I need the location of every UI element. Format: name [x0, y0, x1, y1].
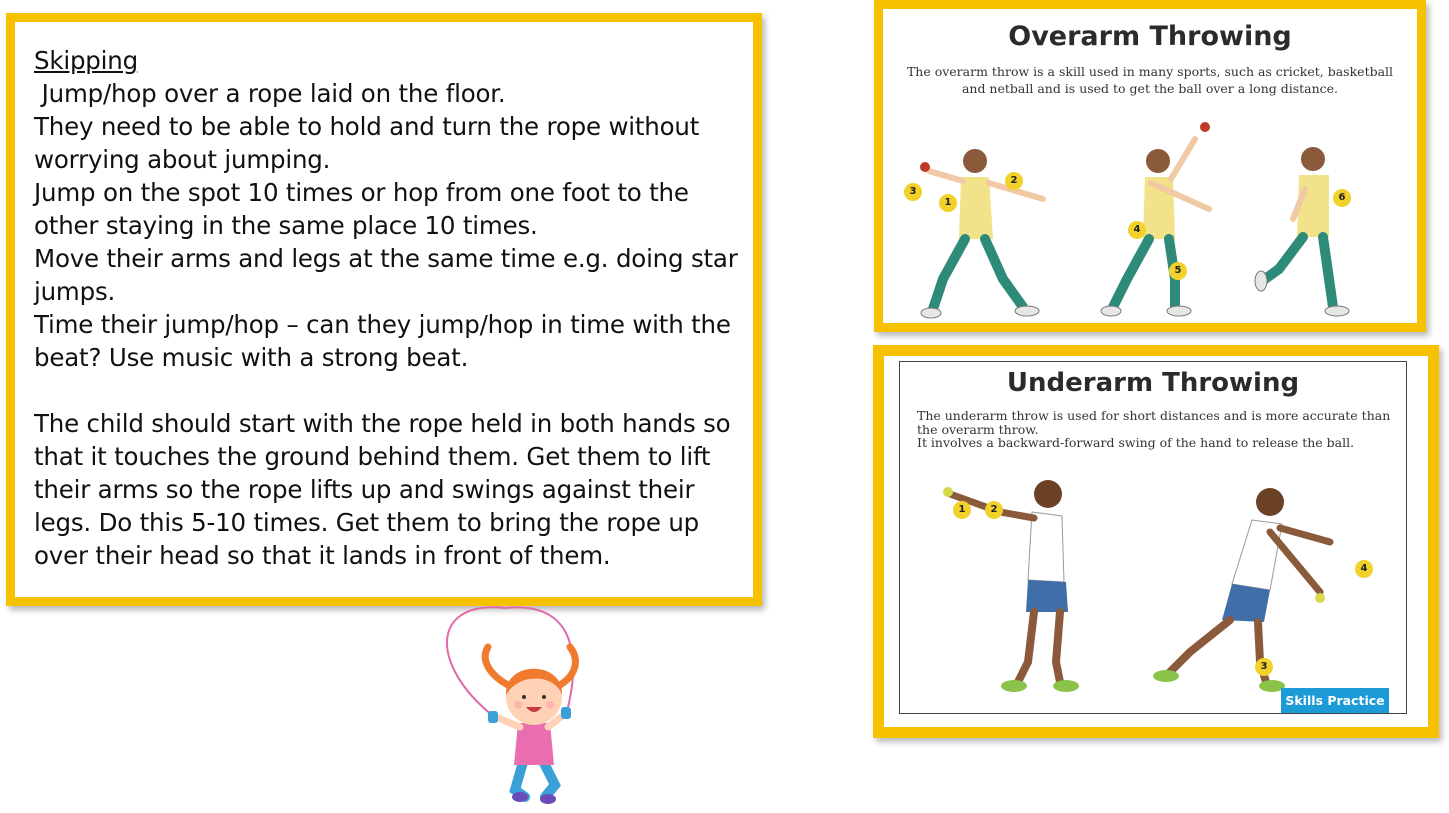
overarm-badge: 4: [1128, 221, 1146, 239]
skipping-paragraph: The child should start with the rope held in both hands so that it touches the ground behind them. Get them to lift their arms so the rope lifts up and swings against their legs. Do this 5-10 times. Get them to bring the rope up over their head so that it lands in front of them.: [34, 409, 731, 570]
underarm-description: [917, 409, 1392, 450]
overarm-badge: 3: [904, 183, 922, 201]
underarm-figures-illustration: [940, 472, 1380, 697]
overarm-throwing-card: [874, 0, 1426, 332]
underarm-badge: 2: [985, 501, 1003, 519]
skipping-line: They need to be able to hold and turn the rope without worrying about jumping.: [34, 112, 700, 174]
skipping-girl-illustration: [430, 605, 580, 805]
underarm-description-line: The underarm throw is used for short distances and is more accurate than the overarm throw.: [917, 408, 1391, 437]
overarm-description: The overarm throw is a skill used in many sports, such as cricket, basketball and netball and is used to get the ball over a long distance.: [906, 64, 1394, 96]
skills-practice-tag: Skills Practice: [1281, 688, 1389, 713]
skipping-card: [6, 13, 762, 606]
skipping-title: Skipping: [34, 46, 138, 75]
skipping-line: Time their jump/hop – can they jump/hop in time with the beat? Use music with a strong beat.: [34, 310, 731, 372]
underarm-description-line: It involves a backward-forward swing of the hand to release the ball.: [917, 435, 1355, 450]
overarm-badge: 2: [1005, 172, 1023, 190]
underarm-throwing-card: [873, 345, 1439, 738]
underarm-inner-panel: [899, 361, 1407, 714]
skipping-line: Jump/hop over a rope laid on the floor.: [34, 79, 506, 108]
overarm-badge: 5: [1169, 262, 1187, 280]
overarm-badge: 6: [1333, 189, 1351, 207]
overarm-figures-illustration: [913, 119, 1373, 324]
underarm-badge: 1: [953, 501, 971, 519]
skipping-line: Move their arms and legs at the same time e.g. doing star jumps.: [34, 244, 738, 306]
underarm-badge: 3: [1255, 658, 1273, 676]
overarm-badge: 1: [939, 194, 957, 212]
overarm-title: Overarm Throwing: [1008, 21, 1292, 52]
underarm-badge: 4: [1355, 560, 1373, 578]
underarm-title: Underarm Throwing: [1006, 368, 1300, 398]
skipping-text: [34, 44, 754, 572]
skipping-line: Jump on the spot 10 times or hop from one foot to the other staying in the same place 10 times.: [34, 178, 689, 240]
